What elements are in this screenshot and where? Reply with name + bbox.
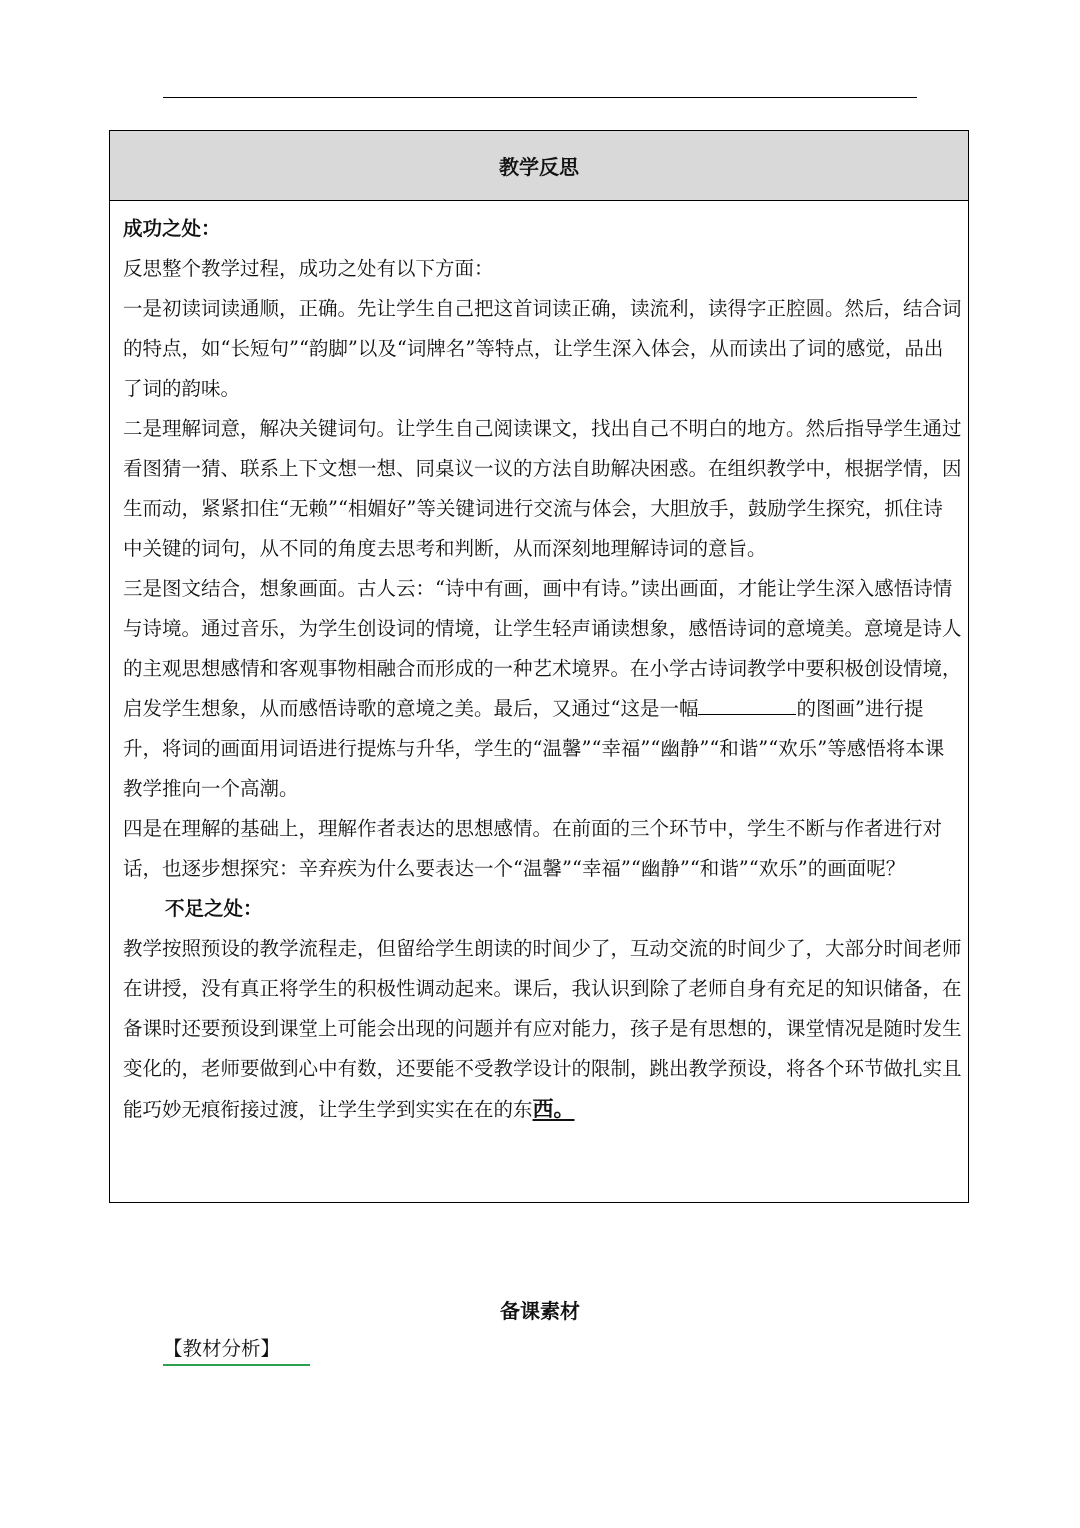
success-point-2: 二是理解词意，解决关键词句。让学生自己阅读课文，找出自己不明白的地方。然后指导学生通过看图猜一猜、联系上下文想一想、同桌议一议的方法自助解决困惑。在组织教学中，根据学情，因生而动，紧紧扣住“无赖”“相媚好”等关键词进行交流与体会，大胆放手，鼓励学生探究，抓住诗中关键的词句，从不同的角度去思考和判断，从而深刻地理解诗词的意旨。 [123,417,962,560]
shortcoming-heading: 不足之处： [165,897,263,920]
reflection-table [109,130,969,1203]
point-3-text-before: 三是图文结合，想象画面。古人云：“诗中有画，画中有诗。”读出画面，才能让学生深入感悟诗情与诗境。通过音乐，为学生创设词的情境，让学生轻声诵读想象，感悟诗词的意境美。意境是诗人的主观思想感情和客观事物相融合而形成的一种艺术境界。在小学古诗词教学中要积极创设情境，启发学生想象，从而感悟诗歌的意境之美。最后，又通过“这是一幅 [123,577,962,720]
table-body [110,201,968,1130]
table-header-title: 教学反思 [499,155,579,179]
header-rule [163,97,917,98]
shortcoming-body: 教学按照预设的教学流程走，但留给学生朗读的时间少了，互动交流的时间少了，大部分时间老师在讲授，没有真正将学生的积极性调动起来。课后，我认识到除了老师自身有充足的知识储备，在备课时还要预设到课堂上可能会出现的问题并有应对能力，孩子是有思想的，课堂情况是随时发生变化的，老师要做到心中有数，还要能不受教学设计的限制，跳出教学预设，将各个环节做扎实且能巧妙无痕衔接过渡，让学生学到实实在在的东 [123,937,962,1121]
materials-title: 备课素材 [500,1299,580,1323]
fill-in-blank [698,692,796,715]
table-header [110,131,968,201]
success-point-3 [123,569,962,809]
success-intro: 反思整个教学过程，成功之处有以下方面： [123,257,494,280]
shortcoming-last-char: 西。 [532,1096,575,1121]
success-point-1: 一是初读词读通顺，正确。先让学生自己把这首词读正确，读流利，读得字正腔圆。然后，结合词的特点，如“长短句”“韵脚”以及“词牌名”等特点，让学生深入体会，从而读出了词的感觉，品出了词的韵味。 [123,297,962,400]
shortcoming-text [123,929,962,1130]
success-point-4: 四是在理解的基础上，理解作者表达的思想感情。在前面的三个环节中，学生不断与作者进行对话，也逐步想探究：辛弃疾为什么要表达一个“温馨”“幸福”“幽静”“和谐”“欢乐”的画面呢？ [123,817,943,880]
textbook-analysis-label: 【教材分析】 [163,1334,310,1366]
success-heading: 成功之处： [123,217,221,240]
point-3-text-after: 的图画”进行提升，将词的画面用词语进行提炼与升华，学生的“温馨”“幸福”“幽静”“和谐”“欢乐”等感悟将本课教学推向一个高潮。 [123,697,945,800]
